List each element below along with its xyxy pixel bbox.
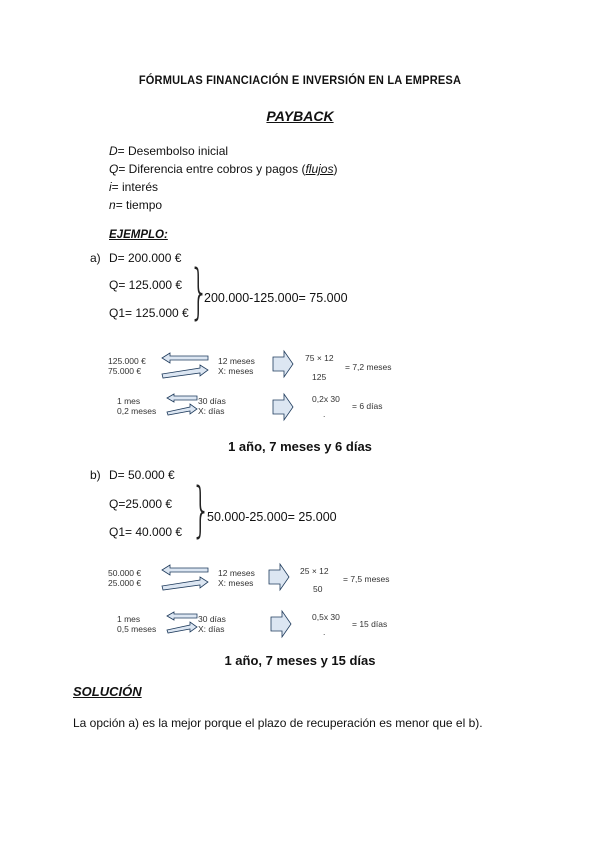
example-b-operation: 50.000-25.000= 25.000 (207, 510, 337, 524)
document-title: FÓRMULAS FINANCIACIÓN E INVERSIÓN EN LA EMPRESA (138, 73, 462, 87)
example-b-calc1-mid2: X: meses (218, 578, 254, 588)
right-arrow-icon (272, 350, 294, 378)
example-a-calc1-fraction-bottom: 125 (312, 372, 327, 382)
example-a-calc2-fraction-top: 0,2x 30 (312, 394, 340, 404)
brace-icon: } (191, 475, 211, 545)
example-label: EJEMPLO: (109, 229, 168, 241)
example-b-calc2-fraction-top: 0,5x 30 (312, 612, 340, 622)
example-b-calc1-left1: 50.000 € (108, 568, 142, 578)
example-a-answer: 1 año, 7 meses y 6 días (228, 439, 372, 454)
example-a-calc1-mid2: X: meses (218, 366, 254, 376)
example-a-calc1-left1: 125.000 € (108, 356, 146, 366)
example-a-calc2-left2: 0,2 meses (117, 406, 157, 416)
example-a-calc2-mid1: 30 días (198, 396, 226, 406)
example-b-calc2-mid2: X: días (198, 624, 225, 634)
definition-i: i= interés (109, 180, 159, 194)
example-b-q1: Q1= 40.000 € (109, 525, 183, 539)
definition-q: Q= Diferencia entre cobros y pagos (flujos) (109, 162, 338, 176)
example-b-calc2-left2: 0,5 meses (117, 624, 157, 634)
example-b-q: Q=25.000 € (109, 497, 173, 511)
double-arrow-icon (165, 611, 199, 637)
brace-icon: } (189, 257, 209, 327)
example-a-calc2-mid2: X: días (198, 406, 225, 416)
example-b-calc1-left2: 25.000 € (108, 578, 142, 588)
example-b-d: D= 50.000 € (109, 468, 175, 482)
example-b-marker: b) (90, 468, 101, 482)
example-b-calc1-mid1: 12 meses (218, 568, 255, 578)
section-title-payback: PAYBACK (266, 108, 334, 124)
example-a-d: D= 200.000 € (109, 251, 182, 265)
example-a-operation: 200.000-125.000= 75.000 (204, 291, 348, 305)
conclusion-text: La opción a) es la mejor porque el plazo de recuperación es menor que el b). (73, 716, 483, 730)
solution-label: SOLUCIÓN (73, 684, 142, 699)
example-a-calc2-fraction-bottom: . (323, 409, 326, 419)
example-b-calc2-result: = 15 días (352, 619, 388, 629)
right-arrow-icon (270, 610, 292, 638)
example-a-q1: Q1= 125.000 € (109, 306, 189, 320)
example-a-calc1-result: = 7,2 meses (345, 362, 392, 372)
right-arrow-icon (268, 563, 290, 591)
example-b-calc1-fraction-top: 25 × 12 (300, 566, 329, 576)
example-a-q: Q= 125.000 € (109, 278, 183, 292)
double-arrow-icon (165, 393, 199, 419)
example-a-calc2-left1: 1 mes (117, 396, 141, 406)
example-a-marker: a) (90, 251, 101, 265)
example-a-calc1-left2: 75.000 € (108, 366, 142, 376)
example-a-calc2-result: = 6 días (352, 401, 383, 411)
double-arrow-icon (160, 352, 210, 382)
example-b-calc1-result: = 7,5 meses (343, 574, 390, 584)
example-b-calc1-fraction-bottom: 50 (313, 584, 323, 594)
example-b-calc2-mid1: 30 días (198, 614, 226, 624)
example-b-answer: 1 año, 7 meses y 15 días (224, 653, 376, 668)
definition-d: D= Desembolso inicial (109, 144, 229, 158)
example-b-calc2-fraction-bottom: . (323, 627, 326, 637)
definition-n: n= tiempo (109, 198, 163, 212)
example-b-calc2-left1: 1 mes (117, 614, 141, 624)
example-a-calc1-fraction-top: 75 × 12 (305, 353, 334, 363)
double-arrow-icon (160, 564, 210, 594)
right-arrow-icon (272, 393, 294, 421)
example-a-calc1-mid1: 12 meses (218, 356, 255, 366)
